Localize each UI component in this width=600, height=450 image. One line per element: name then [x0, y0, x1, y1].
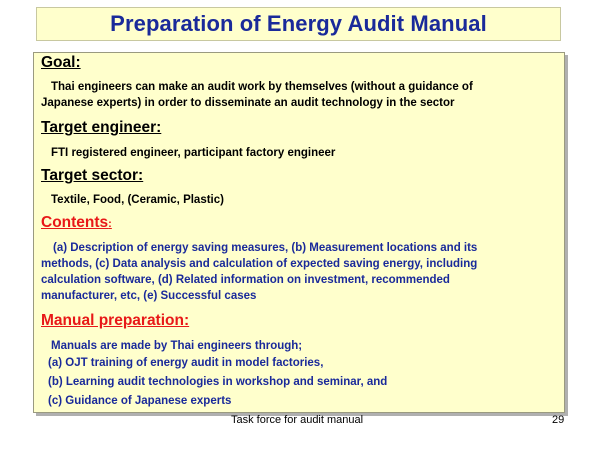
page-number: 29 [552, 414, 565, 426]
goal-line: Japanese experts) in order to disseminate an audit technology in the sector [41, 97, 455, 109]
contents-line: manufacturer, etc, (e) Successful cases [41, 290, 257, 302]
slide-title: Preparation of Energy Audit Manual [110, 11, 487, 36]
manual-preparation-line: Manuals are made by Thai engineers through; [51, 340, 303, 352]
slide-title-box [36, 7, 561, 41]
contents-heading [41, 214, 112, 232]
target-engineer-line: FTI registered engineer, participant factory engineer [51, 147, 336, 159]
contents-line: calculation software, (d) Related information on investment, recommended [41, 274, 450, 286]
target-sector-heading: Target sector: [41, 167, 144, 184]
manual-preparation-line: (b) Learning audit technologies in workshop and seminar, and [48, 376, 388, 388]
contents-line: methods, (c) Data analysis and calculation of expected saving energy, including [41, 258, 478, 270]
goal-heading: Goal: [41, 54, 81, 71]
footer-caption: Task force for audit manual [231, 414, 364, 426]
manual-preparation-heading: Manual preparation: [41, 312, 190, 329]
manual-preparation-line: (c) Guidance of Japanese experts [48, 395, 232, 407]
target-sector-line: Textile, Food, (Ceramic, Plastic) [51, 194, 224, 206]
target-engineer-heading: Target engineer: [41, 119, 162, 136]
goal-line: Thai engineers can make an audit work by themselves (without a guidance of [51, 81, 473, 93]
contents-heading-colon: : [108, 218, 112, 230]
contents-heading-text: Contents [41, 214, 109, 231]
contents-line: (a) Description of energy saving measures, (b) Measurement locations and its [53, 242, 478, 254]
manual-preparation-line: (a) OJT training of energy audit in model factories, [48, 357, 324, 369]
